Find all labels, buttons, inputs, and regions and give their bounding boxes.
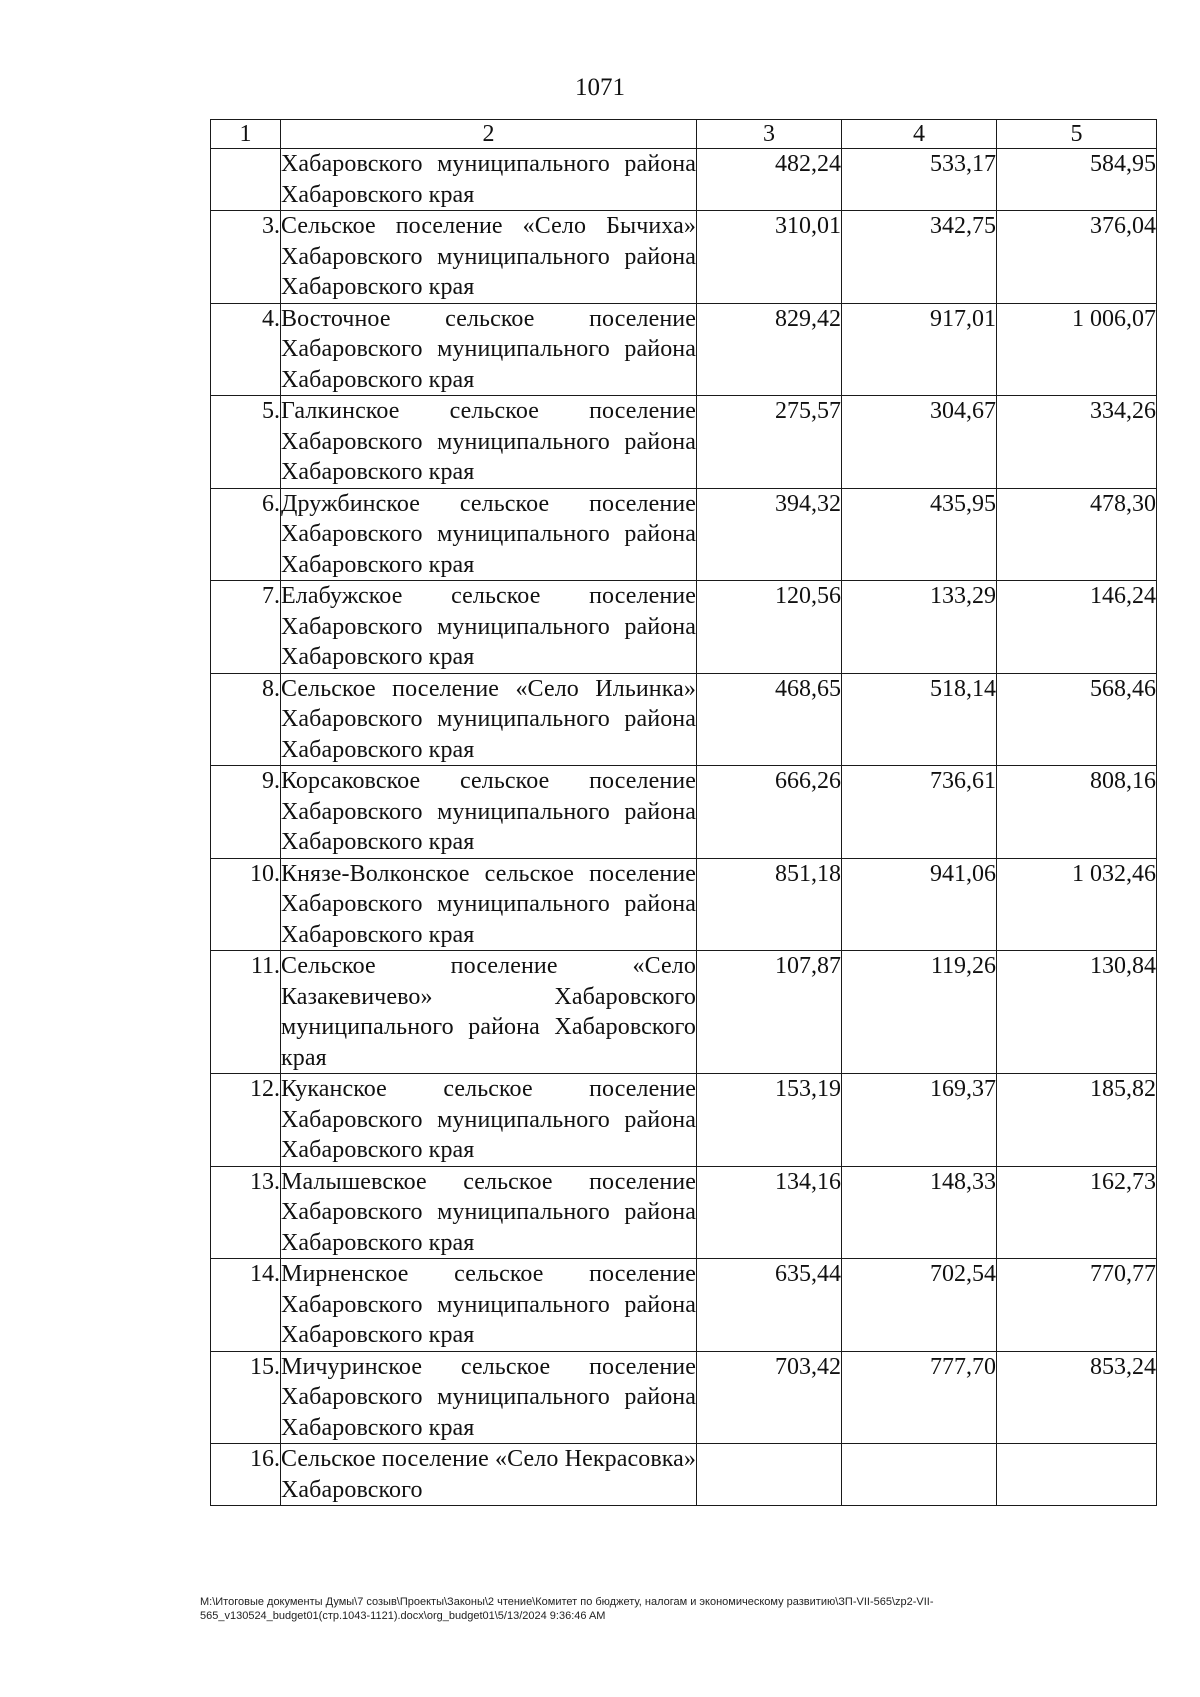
value-col-3: 635,44: [697, 1259, 842, 1352]
settlement-name: Малышевское сельское поселение Хабаровского муниципального района Хабаровского края: [281, 1166, 697, 1259]
settlement-name: Галкинское сельское поселение Хабаровского муниципального района Хабаровского края: [281, 396, 697, 489]
value-col-5: 162,73: [997, 1166, 1157, 1259]
table-row: [211, 303, 1157, 396]
settlement-name: Корсаковское сельское поселение Хабаровского муниципального района Хабаровского края: [281, 766, 697, 859]
value-col-4: 435,95: [842, 488, 997, 581]
document-path-footer: [200, 1595, 1155, 1623]
settlement-name: Хабаровского муниципального района Хабаровского края: [281, 149, 697, 211]
value-col-5: 584,95: [997, 149, 1157, 211]
value-col-5: 808,16: [997, 766, 1157, 859]
value-col-4: 941,06: [842, 858, 997, 951]
settlement-name: Сельское поселение «Село Казакевичево» Хабаровского муниципального района Хабаровского края: [281, 951, 697, 1074]
row-number: 7.: [211, 581, 281, 674]
table-row: [211, 211, 1157, 304]
value-col-3: 829,42: [697, 303, 842, 396]
value-col-3: 394,32: [697, 488, 842, 581]
table-row: [211, 1351, 1157, 1444]
value-col-4: 119,26: [842, 951, 997, 1074]
value-col-3: 153,19: [697, 1074, 842, 1167]
value-col-4: 169,37: [842, 1074, 997, 1167]
settlement-name: Сельское поселение «Село Некрасовка» Хабаровского: [281, 1444, 697, 1506]
row-number: 12.: [211, 1074, 281, 1167]
column-header-1: 1: [211, 120, 281, 149]
value-col-5: 146,24: [997, 581, 1157, 674]
value-col-5: 478,30: [997, 488, 1157, 581]
row-number: 4.: [211, 303, 281, 396]
value-col-3: 666,26: [697, 766, 842, 859]
value-col-3: 851,18: [697, 858, 842, 951]
row-number: 9.: [211, 766, 281, 859]
table-row: [211, 1259, 1157, 1352]
value-col-5: 334,26: [997, 396, 1157, 489]
column-header-2: 2: [281, 120, 697, 149]
value-col-4: 304,67: [842, 396, 997, 489]
value-col-4: 533,17: [842, 149, 997, 211]
settlement-name: Мирненское сельское поселение Хабаровского муниципального района Хабаровского края: [281, 1259, 697, 1352]
row-number: 14.: [211, 1259, 281, 1352]
table-row: [211, 766, 1157, 859]
value-col-4: 342,75: [842, 211, 997, 304]
value-col-5: 376,04: [997, 211, 1157, 304]
value-col-5: 185,82: [997, 1074, 1157, 1167]
value-col-4: 702,54: [842, 1259, 997, 1352]
table-row: [211, 581, 1157, 674]
table-row: [211, 1166, 1157, 1259]
table-row: [211, 1074, 1157, 1167]
value-col-3: 310,01: [697, 211, 842, 304]
table-row: [211, 673, 1157, 766]
column-header-5: 5: [997, 120, 1157, 149]
value-col-3: 468,65: [697, 673, 842, 766]
value-col-4: 777,70: [842, 1351, 997, 1444]
row-number: 15.: [211, 1351, 281, 1444]
column-header-4: 4: [842, 120, 997, 149]
row-number: 8.: [211, 673, 281, 766]
settlement-name: Дружбинское сельское поселение Хабаровского муниципального района Хабаровского края: [281, 488, 697, 581]
value-col-3: 482,24: [697, 149, 842, 211]
table-row: [211, 951, 1157, 1074]
value-col-4: 736,61: [842, 766, 997, 859]
settlement-name: Сельское поселение «Село Ильинка» Хабаровского муниципального района Хабаровского края: [281, 673, 697, 766]
settlement-name: Мичуринское сельское поселение Хабаровского муниципального района Хабаровского края: [281, 1351, 697, 1444]
settlement-name: Елабужское сельское поселение Хабаровского муниципального района Хабаровского края: [281, 581, 697, 674]
footer-line-1: M:\Итоговые документы Думы\7 созыв\Проекты\Законы\2 чтение\Комитет по бюджету, налогам и экономическому развитию\ЗП-VII-565\zp2-VII-: [200, 1596, 934, 1608]
value-col-3: 134,16: [697, 1166, 842, 1259]
page-number: 1071: [575, 74, 625, 101]
row-number: 5.: [211, 396, 281, 489]
settlement-name: Куканское сельское поселение Хабаровского муниципального района Хабаровского края: [281, 1074, 697, 1167]
value-col-3: [697, 1444, 842, 1506]
budget-table: [210, 119, 1157, 1506]
value-col-5: 130,84: [997, 951, 1157, 1074]
settlement-name: Восточное сельское поселение Хабаровского муниципального района Хабаровского края: [281, 303, 697, 396]
value-col-5: 770,77: [997, 1259, 1157, 1352]
value-col-5: 853,24: [997, 1351, 1157, 1444]
value-col-5: 1 032,46: [997, 858, 1157, 951]
table-row: [211, 1444, 1157, 1506]
row-number: 3.: [211, 211, 281, 304]
row-number: 13.: [211, 1166, 281, 1259]
row-number: [211, 149, 281, 211]
row-number: 16.: [211, 1444, 281, 1506]
value-col-5: 1 006,07: [997, 303, 1157, 396]
footer-line-2: 565_v130524_budget01(стр.1043-1121).docx\org_budget01\5/13/2024 9:36:46 AM: [200, 1610, 606, 1622]
settlement-name: Сельское поселение «Село Бычиха» Хабаровского муниципального района Хабаровского края: [281, 211, 697, 304]
settlement-name: Князе-Волконское сельское поселение Хабаровского муниципального района Хабаровского края: [281, 858, 697, 951]
row-number: 11.: [211, 951, 281, 1074]
value-col-3: 120,56: [697, 581, 842, 674]
table-row: [211, 149, 1157, 211]
table-row: [211, 488, 1157, 581]
value-col-5: [997, 1444, 1157, 1506]
value-col-4: 148,33: [842, 1166, 997, 1259]
value-col-3: 703,42: [697, 1351, 842, 1444]
value-col-4: 133,29: [842, 581, 997, 674]
value-col-3: 107,87: [697, 951, 842, 1074]
value-col-4: 518,14: [842, 673, 997, 766]
value-col-3: 275,57: [697, 396, 842, 489]
table-header-row: [211, 120, 1157, 149]
value-col-4: [842, 1444, 997, 1506]
value-col-4: 917,01: [842, 303, 997, 396]
value-col-5: 568,46: [997, 673, 1157, 766]
table-row: [211, 396, 1157, 489]
row-number: 6.: [211, 488, 281, 581]
table-row: [211, 858, 1157, 951]
column-header-3: 3: [697, 120, 842, 149]
row-number: 10.: [211, 858, 281, 951]
